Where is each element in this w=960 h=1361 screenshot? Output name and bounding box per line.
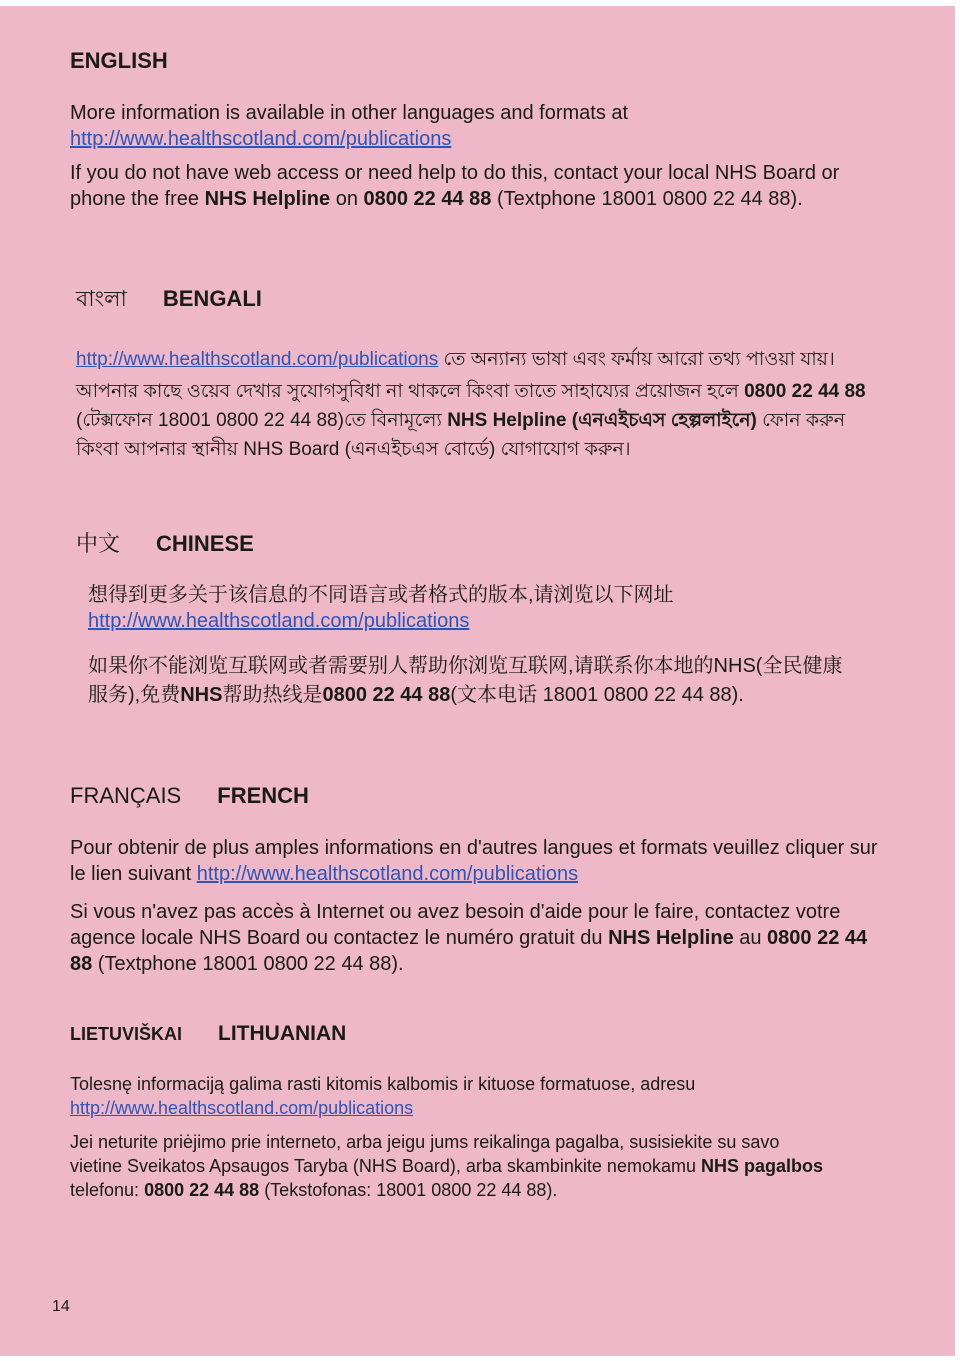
english-helpline: NHS Helpline [204, 188, 331, 210]
french-para-2 [70, 899, 880, 977]
lithuanian-phone: 0800 22 44 88 [144, 1180, 260, 1200]
lithuanian-native-heading: LIETUVIŠKAI [70, 1024, 183, 1044]
lithuanian-p2-tel: telefonu: [70, 1180, 145, 1200]
lithuanian-p2-text: Jei neturite priėjimo prie interneto, arba jeigu jums reikalinga pagalba, susisiekite su savo vietine Sveikatos Apsaugos Taryba (NHS Board), arba skambinkite nemokamu [70, 1132, 780, 1176]
lithuanian-textphone: (Tekstofonas: 18001 0800 22 44 88). [259, 1180, 558, 1200]
chinese-phone: 0800 22 44 88 [322, 684, 451, 706]
english-p2-text: If you do not have web access or need help to do this, contact your local NHS Board or phone the free [70, 162, 840, 210]
bengali-phone: 0800 22 44 88 [744, 381, 866, 402]
bengali-helpline: NHS Helpline (এনএইচএস হেল্পলাইনে) [447, 410, 757, 431]
lithuanian-para-2 [70, 1130, 830, 1202]
bengali-para-2 [76, 377, 876, 464]
chinese-nhs: NHS [180, 684, 223, 706]
bengali-link[interactable]: http://www.healthscotland.com/publications [76, 349, 439, 370]
french-section [70, 783, 880, 977]
lithuanian-para-1 [70, 1072, 830, 1120]
french-para-1 [70, 835, 880, 887]
lithuanian-link[interactable]: http://www.healthscotland.com/publications [70, 1098, 414, 1118]
english-textphone: (Textphone 18001 0800 22 44 88). [491, 188, 803, 210]
lithuanian-p1-text: Tolesnę informaciją galima rasti kitomis kalbomis ir kituose formatuose, adresu [70, 1074, 696, 1094]
english-p1-text: More information is available in other languages and formats at [70, 102, 629, 124]
bengali-p2-end: ফোন করুন কিংবা আপনার স্থানীয় NHS Board (এনএইচএস বোর্ডে) যোগাযোগ করুন। [76, 410, 846, 460]
english-heading: ENGLISH [70, 48, 168, 73]
english-phone: 0800 22 44 88 [363, 188, 492, 210]
french-p2-text: Si vous n'avez pas accès à Internet ou avez besoin d'aide pour le faire, contactez votre agence locale NHS Board ou contactez le numéro gratuit du [70, 901, 841, 949]
lithuanian-section [70, 1022, 830, 1202]
chinese-link[interactable]: http://www.healthscotland.com/publications [88, 610, 470, 632]
chinese-para-2 [88, 652, 856, 710]
french-heading: FRENCH [217, 783, 309, 808]
bengali-heading-row [76, 282, 876, 319]
bengali-textphone: (টেক্সফোন 18001 0800 22 44 88)তে বিনামূল্যে [76, 410, 448, 431]
chinese-heading: CHINESE [156, 531, 254, 556]
chinese-heading-row [76, 527, 856, 558]
bengali-heading: BENGALI [162, 286, 262, 311]
french-phone: 0800 22 44 88 [70, 927, 868, 975]
french-p2-au: au [733, 927, 768, 949]
bengali-section [76, 282, 876, 464]
english-para-1 [70, 100, 870, 152]
bengali-para-1 [76, 347, 876, 373]
english-p2-on: on [330, 188, 364, 210]
chinese-p1-text: 想得到更多关于该信息的不同语言或者格式的版本,请浏览以下网址 [88, 584, 674, 606]
bengali-native-heading: বাংলা [76, 286, 127, 311]
french-helpline: NHS Helpline [608, 927, 734, 949]
french-native-heading: FRANÇAIS [70, 783, 182, 808]
french-link[interactable]: http://www.healthscotland.com/publications [196, 863, 579, 885]
bengali-p2-text: আপনার কাছে ওয়েব দেখার সুযোগসুবিধা না থাকলে কিংবা তাতে সাহায্যের প্রয়োজন হলে [76, 381, 745, 402]
chinese-p2-text: 如果你不能浏览互联网或者需要别人帮助你浏览互联网,请联系你本地的NHS(全民健康服务),免费 [88, 655, 843, 706]
english-section [70, 48, 870, 212]
english-para-2 [70, 160, 870, 212]
page-number: 14 [52, 1298, 70, 1315]
chinese-helpline: 帮助热线是 [222, 684, 323, 706]
french-textphone: (Textphone 18001 0800 22 44 88). [92, 953, 404, 975]
chinese-native-heading: 中文 [76, 531, 121, 556]
chinese-section [76, 527, 856, 710]
english-link[interactable]: http://www.healthscotland.com/publications [70, 128, 452, 150]
lithuanian-helpline: NHS pagalbos [700, 1156, 824, 1176]
french-p1-text: Pour obtenir de plus amples informations en d'autres langues et formats veuillez cliquer sur le lien suivant [70, 837, 878, 885]
bengali-p1-text: তে অন্যান্য ভাষা এবং ফর্মায় আরো তথ্য পাওয়া যায়। [438, 349, 835, 370]
french-heading-row [70, 783, 880, 809]
lithuanian-heading-row [70, 1022, 830, 1046]
chinese-textphone: (文本电话 18001 0800 22 44 88). [450, 684, 744, 706]
lithuanian-heading: LITHUANIAN [218, 1022, 347, 1045]
chinese-para-1 [88, 582, 856, 634]
